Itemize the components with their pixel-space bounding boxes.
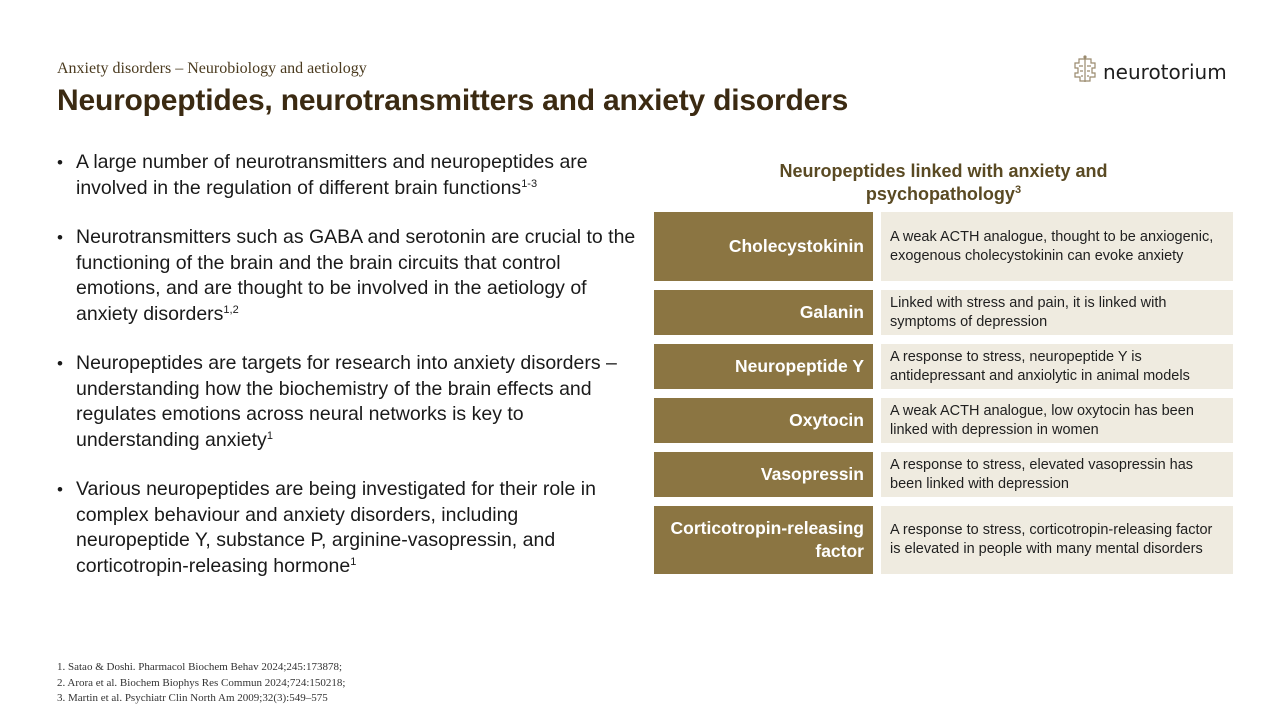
table-heading xyxy=(654,160,1233,206)
table-row xyxy=(654,506,1233,574)
neuropeptide-name: Galanin xyxy=(654,290,873,335)
slide-subtitle: Anxiety disorders – Neurobiology and aetiology xyxy=(57,60,367,77)
neuropeptide-description: A response to stress, neuropeptide Y is antidepressant and anxiolytic in animal models xyxy=(881,344,1233,389)
reference-item: 3. Martin et al. Psychiatr Clin North Am 2009;32(3):549–575 xyxy=(57,692,328,704)
references xyxy=(57,660,345,707)
neuropeptide-description: A response to stress, corticotropin-releasing factor is elevated in people with many mental disorders xyxy=(881,506,1233,574)
neuropeptide-name: Corticotropin-releasing factor xyxy=(654,506,873,574)
neuropeptide-name: Neuropeptide Y xyxy=(654,344,873,389)
bullet-item xyxy=(57,477,637,579)
citation: 1-3 xyxy=(521,177,538,190)
neuropeptide-name: Vasopressin xyxy=(654,452,873,497)
bullet-item xyxy=(57,150,637,201)
neuropeptide-description: A weak ACTH analogue, low oxytocin has been linked with depression in women xyxy=(881,398,1233,443)
neuropeptide-description: A weak ACTH analogue, thought to be anxiogenic, exogenous cholecystokinin can evoke anxiety xyxy=(881,212,1233,281)
logo xyxy=(1072,54,1227,89)
table-row xyxy=(654,344,1233,389)
table-row xyxy=(654,452,1233,497)
citation: 1 xyxy=(350,555,357,568)
neuropeptide-name: Cholecystokinin xyxy=(654,212,873,281)
bullet-item xyxy=(57,351,637,453)
bullet-list xyxy=(57,150,637,603)
brain-grid-icon xyxy=(1072,54,1098,89)
reference-item: 2. Arora et al. Biochem Biophys Res Commun 2024;724:150218; xyxy=(57,676,346,689)
bullet-text: Various neuropeptides are being investigated for their role in complex behaviour and anxiety disorders, including neuropeptide Y, substance P, arginine-vasopressin, and corticotropin-releasing hormone xyxy=(76,478,596,577)
bullet-text: A large number of neurotransmitters and neuropeptides are involved in the regulation of different brain functions xyxy=(76,151,588,199)
citation: 1,2 xyxy=(223,303,239,316)
reference-item: 1. Satao & Doshi. Pharmacol Biochem Behav 2024;245:173878; xyxy=(57,661,343,673)
bullet-text: Neuropeptides are targets for research into anxiety disorders – understanding how the biochemistry of the brain effects and regulates emotions across neural networks is key to understanding anxiety xyxy=(76,352,617,451)
table-row xyxy=(654,290,1233,335)
bullet-item xyxy=(57,225,637,327)
logo-text: neurotorium xyxy=(1103,59,1227,84)
citation: 1 xyxy=(266,429,273,442)
neuropeptide-table xyxy=(654,212,1233,583)
table-row xyxy=(654,212,1233,281)
neuropeptide-description: A response to stress, elevated vasopressin has been linked with depression xyxy=(881,452,1233,497)
bullet-text: Neurotransmitters such as GABA and serotonin are crucial to the functioning of the brain and the brain circuits that control emotions, and are thought to be involved in the aetiology of anxiety disorders xyxy=(76,226,636,325)
slide-title: Neuropeptides, neurotransmitters and anxiety disorders xyxy=(57,84,849,117)
table-row xyxy=(654,398,1233,443)
citation: 3 xyxy=(1014,184,1022,196)
neuropeptide-description: Linked with stress and pain, it is linked with symptoms of depression xyxy=(881,290,1233,335)
neuropeptide-name: Oxytocin xyxy=(654,398,873,443)
table-heading-text: Neuropeptides linked with anxiety and psychopathology xyxy=(779,161,1108,204)
